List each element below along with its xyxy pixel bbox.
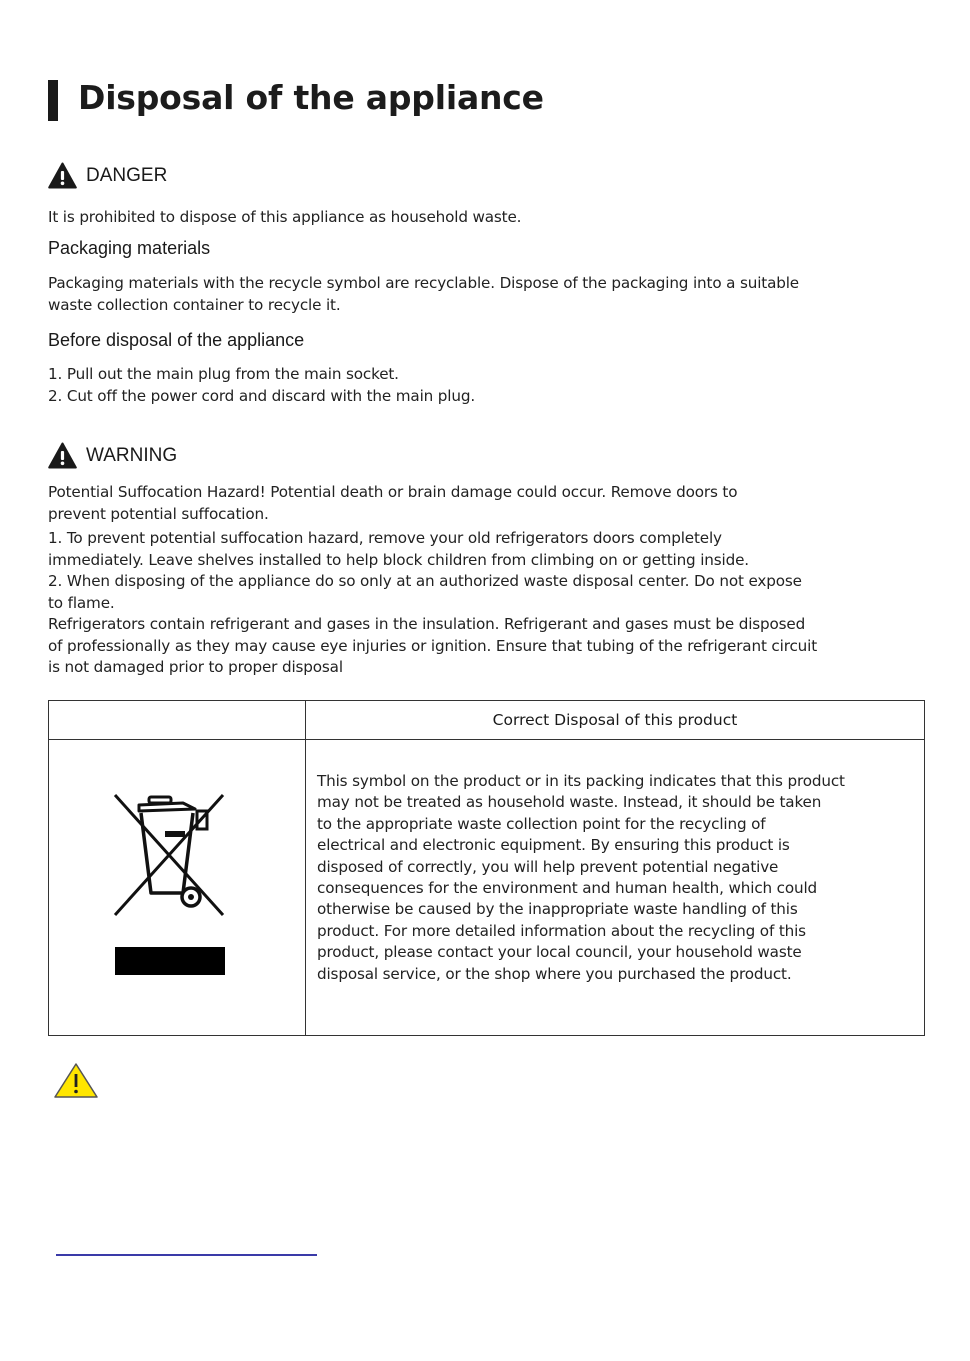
table-body-line: disposal service, or the shop where you purchased the product. xyxy=(317,964,792,983)
danger-label-text: DANGER xyxy=(86,164,168,186)
table-body-line: disposed of correctly, you will help prevent potential negative xyxy=(317,857,779,876)
warning-line: Refrigerators contain refrigerant and gases in the insulation. Refrigerant and gases must be disposed xyxy=(48,615,806,633)
hyperlink-underline[interactable] xyxy=(56,1254,317,1256)
warning-line: Potential Suffocation Hazard! Potential death or brain damage could occur. Remove doors to xyxy=(48,483,738,501)
table-body-line: may not be treated as household waste. Instead, it should be taken xyxy=(317,793,822,812)
step-item: 2. Cut off the power cord and discard with the main plug. xyxy=(48,386,476,405)
warning-line: is not damaged prior to proper disposal xyxy=(48,658,343,676)
warning-label-text: WARNING xyxy=(86,444,178,466)
disposal-table xyxy=(48,700,925,1036)
caution-icon xyxy=(53,1062,99,1099)
table-body-line: product, please contact your local council, your household waste xyxy=(317,943,802,962)
warning-paragraph xyxy=(48,482,817,679)
warning-triangle-icon xyxy=(48,162,77,189)
packaging-heading: Packaging materials xyxy=(48,238,211,258)
warning-line: of professionally as they may cause eye injuries or ignition. Ensure that tubing of the refrigerant circuit xyxy=(48,636,818,655)
table-body-line: to the appropriate waste collection point for the recycling of xyxy=(317,814,766,833)
table-body-line: This symbol on the product or in its packing indicates that this product xyxy=(317,772,845,790)
table-body-text xyxy=(317,771,918,985)
page-title: Disposal of the appliance xyxy=(78,78,544,117)
table-body-line: otherwise be caused by the inappropriate waste handling of this xyxy=(317,900,798,919)
danger-label xyxy=(48,162,167,189)
warning-line: 1. To prevent potential suffocation hazard, remove your old refrigerators doors completely xyxy=(48,529,722,547)
table-body-line: product. For more detailed information about the recycling of this xyxy=(317,921,806,940)
table-body-line: electrical and electronic equipment. By ensuring this product is xyxy=(317,836,790,855)
warning-line: to flame. xyxy=(48,593,115,612)
table-divider xyxy=(49,739,924,740)
table-divider xyxy=(305,701,306,1035)
packaging-line: waste collection container to recycle it. xyxy=(48,295,341,314)
warning-line: immediately. Leave shelves installed to help block children from climbing on or getting inside. xyxy=(48,550,749,569)
title-accent-bar xyxy=(48,80,58,121)
packaging-line: Packaging materials with the recycle symbol are recyclable. Dispose of the packaging into a suitable xyxy=(48,274,800,292)
step-item: 1. Pull out the main plug from the main socket. xyxy=(48,365,399,383)
warning-line: prevent potential suffocation. xyxy=(48,504,269,523)
danger-text: It is prohibited to dispose of this appliance as household waste. xyxy=(48,208,522,226)
before-disposal-heading: Before disposal of the appliance xyxy=(48,330,305,350)
packaging-paragraph xyxy=(48,273,799,316)
table-header: Correct Disposal of this product xyxy=(492,711,738,729)
warning-triangle-icon xyxy=(48,442,77,469)
warning-line: 2. When disposing of the appliance do so only at an authorized waste disposal center. Do not expose xyxy=(48,572,802,590)
warning-label xyxy=(48,442,177,469)
before-disposal-steps xyxy=(48,364,475,407)
crossed-out-wheelie-bin-icon xyxy=(113,793,227,979)
table-body-line: consequences for the environment and human health, which could xyxy=(317,879,818,898)
